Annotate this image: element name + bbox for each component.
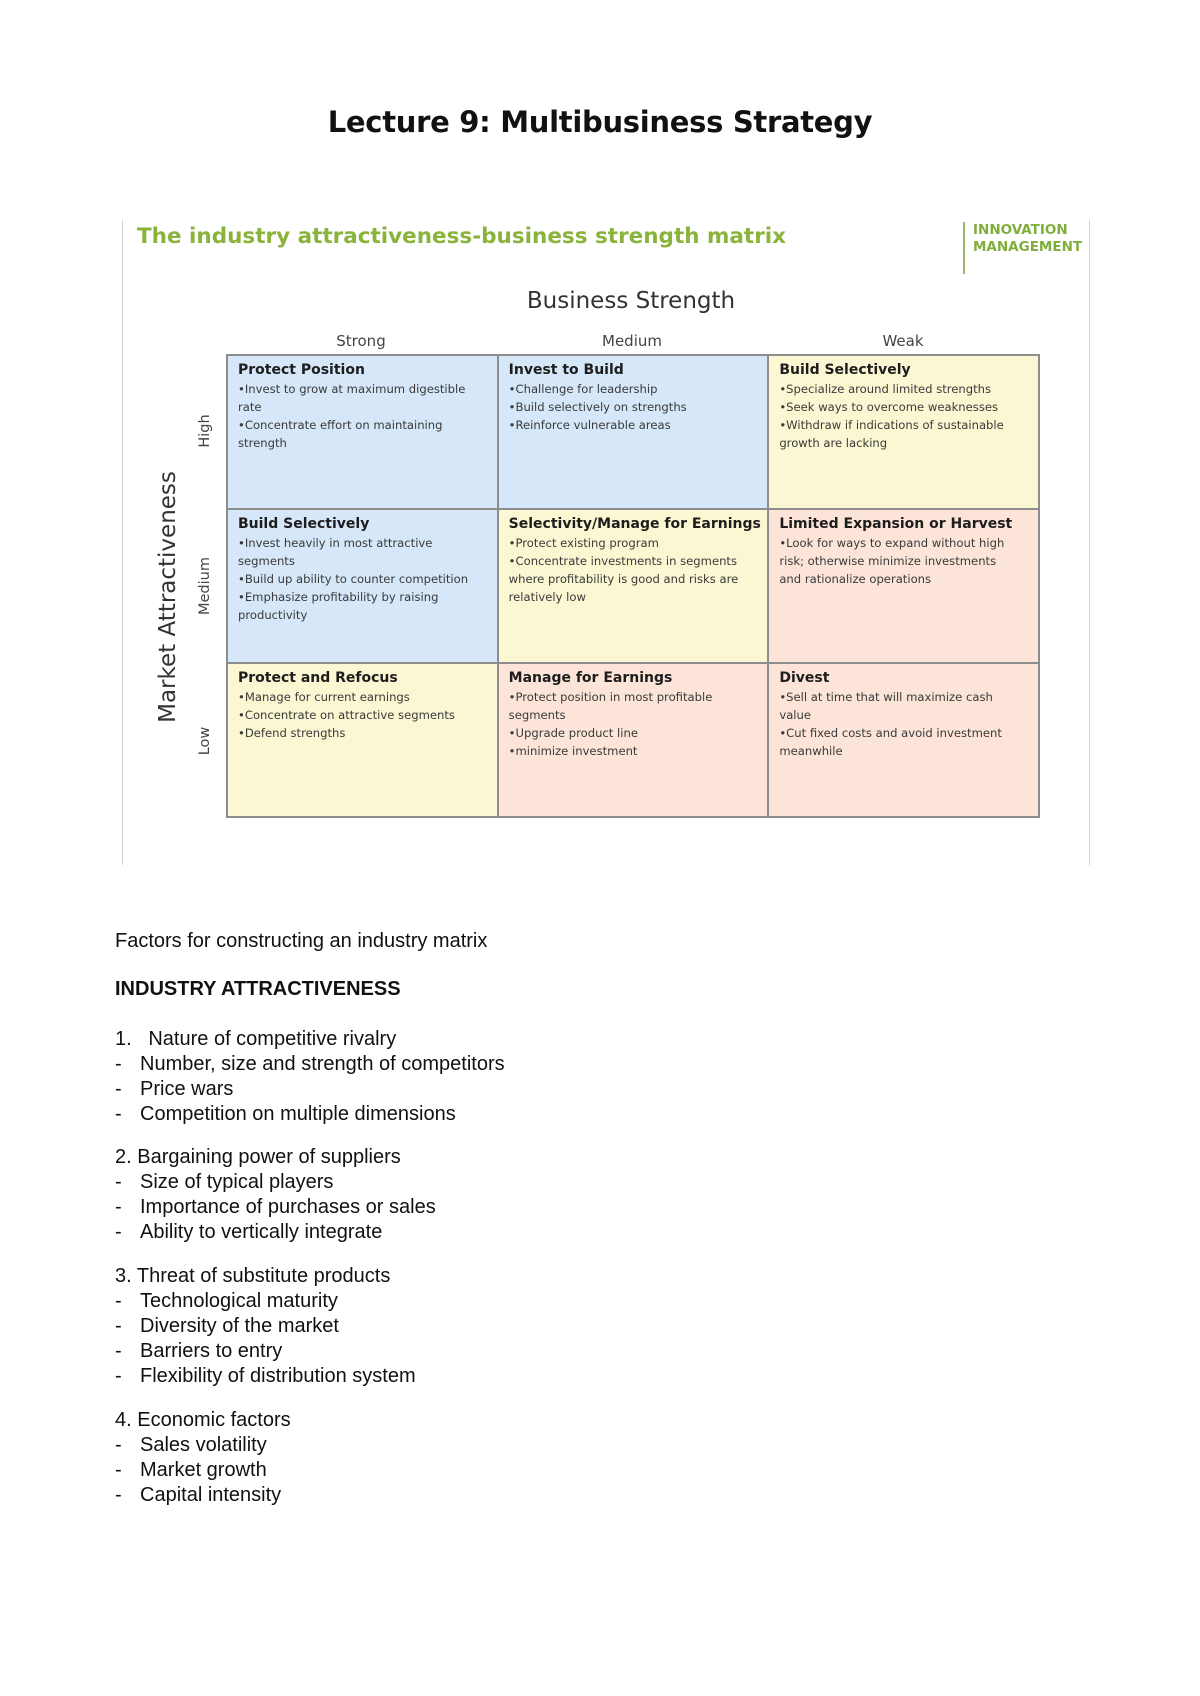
- cell-bullet-cont: and rationalize operations: [779, 572, 932, 586]
- cell-bullet: • Reinforce vulnerable areas: [509, 416, 758, 434]
- factor-group-2: [115, 1145, 436, 1245]
- factor-item: - Importance of purchases or sales: [115, 1195, 436, 1220]
- factor-item: - Price wars: [115, 1077, 505, 1102]
- cell-bullet: • Manage for current earnings: [238, 688, 487, 706]
- matrix-cell-medium-medium: [498, 509, 769, 663]
- brand-logo: [963, 222, 1082, 274]
- cell-title: Invest to Build: [508, 362, 624, 378]
- factor-item: - Barriers to entry: [115, 1339, 416, 1364]
- column-label-weak: Weak: [882, 332, 924, 350]
- cell-bullet: • Cut fixed costs and avoid investment: [779, 724, 1028, 742]
- factor-title: [115, 1027, 505, 1052]
- factor-group-3: [115, 1264, 416, 1389]
- cell-bullet-cont: risk; otherwise minimize investments: [779, 554, 997, 568]
- cell-bullet: • Challenge for leadership: [509, 380, 758, 398]
- cell-bullet: • Specialize around limited strengths: [779, 380, 1028, 398]
- cell-bullet-cont: strength: [238, 436, 287, 450]
- cell-bullet: • Invest to grow at maximum digestible: [238, 380, 487, 398]
- column-label-medium: Medium: [602, 332, 662, 350]
- cell-title: Divest: [779, 670, 830, 686]
- cell-bullet: • Emphasize profitability by raising: [238, 588, 487, 606]
- factor-title-text: Economic factors: [137, 1409, 291, 1431]
- factor-group-4: [115, 1408, 291, 1508]
- cell-bullet: • minimize investment: [509, 742, 758, 760]
- factor-item: - Size of typical players: [115, 1170, 436, 1195]
- brand-line-1: INNOVATION: [973, 222, 1068, 238]
- cell-bullet: • Concentrate investments in segments: [509, 552, 758, 570]
- notes-heading: INDUSTRY ATTRACTIVENESS: [115, 978, 401, 1000]
- cell-title: Protect Position: [238, 362, 365, 378]
- cell-bullet-cont: where profitability is good and risks are: [508, 572, 739, 586]
- cell-bullet-cont: productivity: [238, 608, 308, 622]
- factor-number: 1.: [115, 1028, 132, 1050]
- cell-bullet-cont: meanwhile: [779, 744, 843, 758]
- brand-line-2: MANAGEMENT: [973, 239, 1083, 255]
- matrix-cell-high-weak: [768, 355, 1039, 509]
- cell-bullet: • Concentrate effort on maintaining: [238, 416, 487, 434]
- factor-item: - Competition on multiple dimensions: [115, 1102, 505, 1127]
- x-axis-title: Business Strength: [526, 288, 736, 314]
- factor-item: - Market growth: [115, 1458, 291, 1483]
- cell-bullet: • Build up ability to counter competition: [238, 570, 487, 588]
- cell-bullet: • Sell at time that will maximize cash: [779, 688, 1028, 706]
- matrix-cell-medium-strong: [227, 509, 498, 663]
- matrix-cell-medium-weak: [768, 509, 1039, 663]
- matrix-cell-low-medium: [498, 663, 769, 817]
- matrix-cell-high-strong: [227, 355, 498, 509]
- factor-number: 4.: [115, 1409, 132, 1431]
- cell-bullet: • Protect existing program: [509, 534, 758, 552]
- matrix-slide: [122, 220, 1090, 865]
- factor-item: - Ability to vertically integrate: [115, 1220, 436, 1245]
- cell-bullet-cont: growth are lacking: [779, 436, 888, 450]
- factor-item: - Sales volatility: [115, 1433, 291, 1458]
- cell-title: Limited Expansion or Harvest: [779, 516, 1013, 532]
- factor-title-text: Bargaining power of suppliers: [137, 1146, 401, 1168]
- factor-item: - Diversity of the market: [115, 1314, 416, 1339]
- cell-title: Protect and Refocus: [238, 670, 398, 686]
- factor-title: [115, 1408, 291, 1433]
- cell-bullet: • Concentrate on attractive segments: [238, 706, 487, 724]
- strategy-matrix: [226, 354, 1040, 818]
- slide-title: The industry attractiveness-business strength matrix: [137, 224, 787, 249]
- row-label-high: High: [197, 414, 213, 448]
- cell-bullet-cont: segments: [238, 554, 295, 568]
- matrix-cell-low-strong: [227, 663, 498, 817]
- row-label-medium: Medium: [197, 557, 213, 615]
- cell-bullet: • Withdraw if indications of sustainable: [779, 416, 1028, 434]
- cell-bullet-cont: relatively low: [508, 590, 586, 604]
- factor-title: [115, 1145, 436, 1170]
- row-label-low: Low: [197, 726, 213, 756]
- cell-bullet: • Protect position in most profitable: [509, 688, 758, 706]
- column-label-strong: Strong: [336, 332, 386, 350]
- cell-bullet: • Look for ways to expand without high: [779, 534, 1028, 552]
- factor-group-1: [115, 1027, 505, 1127]
- factor-item: - Flexibility of distribution system: [115, 1364, 416, 1389]
- notes-intro: Factors for constructing an industry matrix: [115, 930, 488, 952]
- cell-bullet: • Defend strengths: [238, 724, 487, 742]
- factor-item: - Capital intensity: [115, 1483, 291, 1508]
- factor-title-text: Threat of substitute products: [136, 1265, 391, 1287]
- factor-number: 3.: [115, 1265, 132, 1287]
- factor-title: [115, 1264, 416, 1289]
- cell-title: Build Selectively: [238, 516, 370, 532]
- cell-title: Manage for Earnings: [508, 670, 673, 686]
- cell-bullet: • Seek ways to overcome weaknesses: [779, 398, 1028, 416]
- matrix-cell-low-weak: [768, 663, 1039, 817]
- cell-bullet: • Upgrade product line: [509, 724, 758, 742]
- matrix-cell-high-medium: [498, 355, 769, 509]
- factor-title-text: Nature of competitive rivalry: [148, 1028, 397, 1050]
- cell-title: Selectivity/Manage for Earnings: [508, 516, 761, 532]
- factor-number: 2.: [115, 1146, 132, 1168]
- y-axis-title: Market Attractiveness: [155, 471, 181, 723]
- factor-item: - Number, size and strength of competitors: [115, 1052, 505, 1077]
- cell-bullet: • Invest heavily in most attractive: [238, 534, 487, 552]
- cell-bullet-cont: segments: [508, 708, 566, 722]
- factor-item: - Technological maturity: [115, 1289, 416, 1314]
- cell-bullet-cont: rate: [238, 400, 262, 414]
- cell-bullet-cont: value: [779, 708, 811, 722]
- cell-title: Build Selectively: [779, 362, 911, 378]
- cell-bullet: • Build selectively on strengths: [509, 398, 758, 416]
- document-title: Lecture 9: Multibusiness Strategy: [327, 105, 873, 139]
